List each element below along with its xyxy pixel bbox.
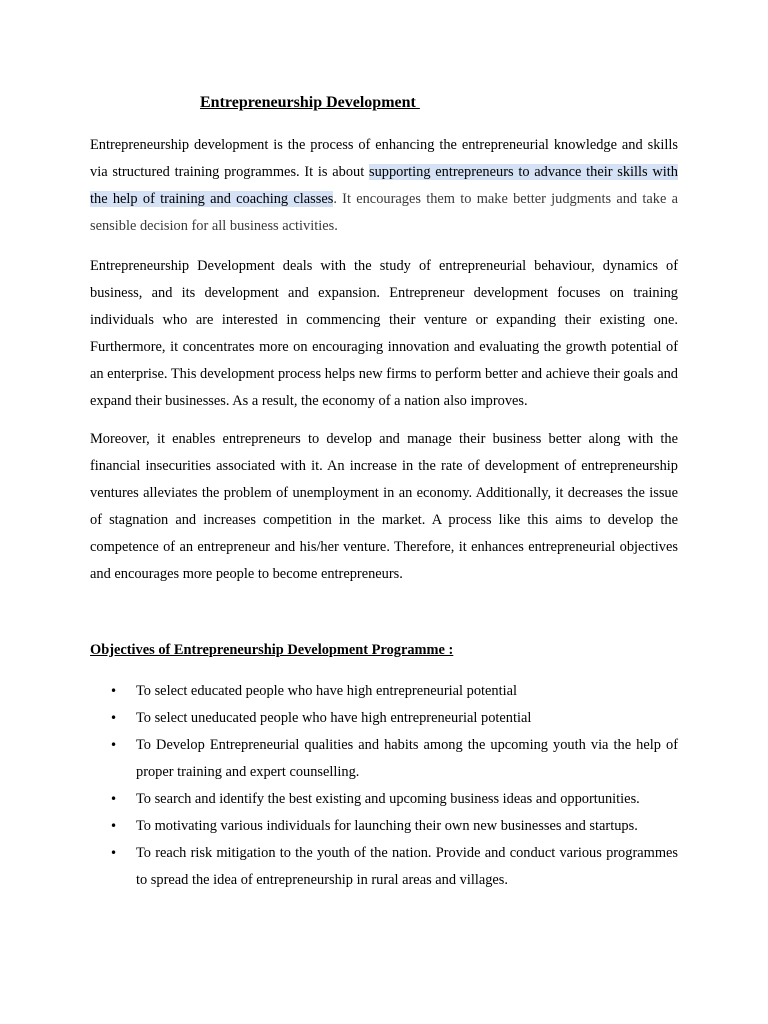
bullet-icon: •: [110, 684, 118, 698]
list-item-text: To Develop Entrepreneurial qualities and habits among the upcoming youth via the help of proper training and expert counselling.: [136, 737, 678, 780]
list-item: [90, 813, 678, 840]
objectives-heading: Objectives of Entrepreneurship Development Programme :: [90, 642, 454, 658]
paragraph-intro-text-end: . It encourages them to make better judgments and take a sensible decision for all business activities.: [90, 191, 678, 234]
bullet-icon: •: [110, 819, 118, 833]
bullet-icon: •: [110, 738, 118, 752]
selected-text-highlight[interactable]: supporting entrepreneurs to advance their skills with the help of training and coaching classes: [90, 164, 678, 207]
list-item: [90, 786, 678, 813]
list-item: [90, 678, 678, 705]
list-item-text: To motivating various individuals for launching their own new businesses and startups.: [136, 818, 638, 834]
paragraph-intro: [90, 132, 678, 240]
bullet-icon: •: [110, 792, 118, 806]
list-item-text: To search and identify the best existing and upcoming business ideas and opportunities.: [136, 791, 640, 807]
list-item-text: To select educated people who have high entrepreneurial potential: [136, 683, 517, 699]
list-item-text: To select uneducated people who have high entrepreneurial potential: [136, 710, 532, 726]
bullet-icon: •: [110, 711, 118, 725]
objectives-list: [90, 678, 678, 894]
paragraph-development: Entrepreneurship Development deals with the study of entrepreneurial behaviour, dynamics of business, and its development and expansion. Entrepreneur development focuses on training individuals who are interested in commencing their venture or expanding their existing one. Furthermore, it concentrates more on encouraging innovation and evaluating the growth potential of an enterprise. This development process helps new firms to perform better and achieve their goals and expand their businesses. As a result, the economy of a nation also improves.: [90, 258, 678, 409]
list-item: [90, 732, 678, 786]
list-item: [90, 705, 678, 732]
paragraph-benefits: Moreover, it enables entrepreneurs to develop and manage their business better along with the financial insecurities associated with it. An increase in the rate of development of entrepreneurship ventures alleviates the problem of unemployment in an economy. Additionally, it decreases the issue of stagnation and increases competition in the market. A process like this aims to develop the competence of an entrepreneur and his/her venture. Therefore, it enhances entrepreneurial objectives and encourages more people to become entrepreneurs.: [90, 431, 678, 582]
list-item: [90, 840, 678, 894]
document-title: Entrepreneurship Development: [200, 94, 420, 111]
bullet-icon: •: [110, 846, 118, 860]
paragraph-intro-text: Entrepreneurship development is the process of enhancing the entrepreneurial knowledge and skills via structured training programmes. It is about: [90, 137, 678, 180]
list-item-text: To reach risk mitigation to the youth of the nation. Provide and conduct various programmes to spread the idea of entrepreneurship in rural areas and villages.: [136, 845, 678, 888]
